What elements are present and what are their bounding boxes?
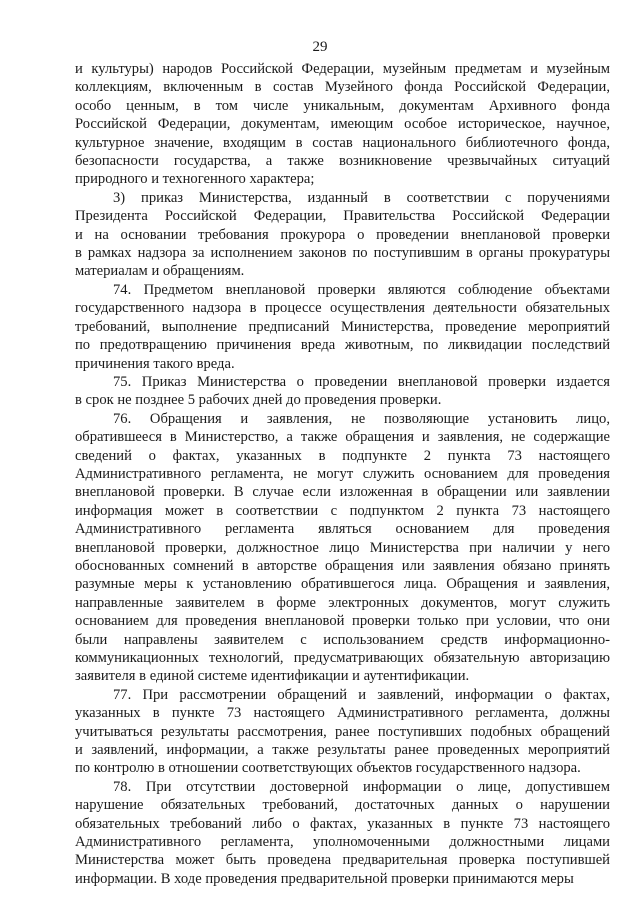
text-line: государственного надзора в процессе осуществления деятельности обязательных	[75, 300, 610, 317]
document-body	[75, 60, 610, 888]
text-line: природного и техногенного характера;	[75, 171, 315, 188]
text-line: требований, выполнение предписаний Министерства, проведение мероприятий	[75, 318, 610, 335]
text-line: внеплановой проверки. В случае если изложенная в обращении или заявлении	[75, 484, 610, 501]
paragraph	[75, 410, 610, 686]
text-line: в срок не позднее 5 рабочих дней до проведения проверки.	[75, 392, 442, 409]
paragraph	[75, 778, 610, 888]
text-line: материалам и обращениям.	[75, 263, 245, 280]
text-line: коммуникационных технологий, предусматривающих обязательную авторизацию	[75, 650, 610, 666]
paragraph	[75, 189, 610, 281]
text-line: в рамках надзора за исполнением законов по поступившим в органы прокуратуры	[75, 245, 610, 262]
text-line: 3) приказ Министерства, изданный в соответствии с поручениями	[113, 189, 610, 206]
text-line: 74. Предметом внеплановой проверки являются соблюдение объектами	[113, 281, 610, 298]
text-line: Административного регламента являться основанием для проведения	[75, 521, 610, 538]
text-line: были направлены заявителем с использованием средств информационно-	[75, 631, 610, 648]
text-line: причинения такого вреда.	[75, 355, 235, 372]
text-line: заявителя в единой системе идентификации и аутентификации.	[75, 668, 470, 685]
paragraph	[75, 60, 610, 189]
text-line: направленные заявителем в форме электронных документов, могут служить	[75, 594, 610, 611]
text-line: Российской Федерации, документам, имеющим особое историческое, научное,	[75, 116, 610, 133]
text-line: информация может в соответствии с подпунктом 2 пункта 73 настоящего	[75, 502, 610, 519]
text-line: 77. При рассмотрении обращений и заявлений, информации о фактах,	[113, 686, 610, 703]
text-line: нарушение обязательных требований, достаточных данных о нарушении	[75, 797, 610, 814]
text-line: обязательных требований либо о фактах, указанных в пункте 73 настоящего	[75, 815, 610, 832]
text-line: указанных в пункте 73 настоящего Административного регламента, должны	[75, 705, 610, 722]
text-line: по контролю в отношении соответствующих объектов государственного надзора.	[75, 760, 581, 777]
text-line: внеплановой проверки, должностное лицо Министерства при наличии у него	[75, 539, 610, 556]
text-line: 78. При отсутствии достоверной информации о лице, допустившем	[113, 778, 610, 795]
text-line: 75. Приказ Министерства о проведении внеплановой проверки издается	[113, 373, 610, 390]
text-line: разумные меры к установлению обратившегося лица. Обращения и заявления,	[75, 576, 610, 593]
text-line: и культуры) народов Российской Федерации, музейным предметам и музейным	[75, 61, 610, 77]
text-line: информации. В ходе проведения предварительной проверки принимаются меры	[75, 870, 574, 887]
text-line: культурное значение, входящим в состав национального библиотечного фонда,	[75, 134, 610, 151]
text-line: и заявлений, информации, а также результаты ранее проведенных мероприятий	[75, 742, 610, 759]
text-line: коллекциям, включенным в состав Музейного фонда Российской Федерации,	[75, 79, 610, 96]
paragraph	[75, 686, 610, 778]
text-line: по предотвращению причинения вреда животным, по ликвидации последствий	[75, 337, 610, 354]
paragraph	[75, 373, 610, 410]
page-number: 29	[312, 39, 328, 55]
text-line: Административного регламента, уполномоченными должностными лицами	[75, 834, 610, 851]
text-line: основанием для проведения внеплановой проверки только при условии, что они	[75, 613, 610, 630]
paragraph	[75, 281, 610, 373]
text-line: безопасности государства, а также возникновение чрезвычайных ситуаций	[75, 153, 610, 170]
text-line: Административного регламента, не могут служить основанием для проведения	[75, 465, 610, 482]
text-line: сведений о фактах, указанных в подпункте 2 пункта 73 настоящего	[75, 447, 610, 464]
text-line: обоснованных сомнений в авторстве обращения или заявления обязано принять	[75, 557, 610, 574]
text-line: особо ценным, в том числе уникальным, документам Архивного фонда	[75, 97, 610, 114]
text-line: учитываться результаты рассмотрения, ранее поступивших подобных обращений	[75, 723, 610, 740]
text-line: Министерства может быть проведена предварительная проверка поступившей	[75, 852, 610, 869]
text-line: Президента Российской Федерации, Правительства Российской Федерации	[75, 208, 610, 225]
text-line: и на основании требования прокурора о проведении внеплановой проверки	[75, 226, 610, 243]
text-line: обратившееся в Министерство, а также обращения и заявления, не содержащие	[75, 429, 610, 446]
text-line: 76. Обращения и заявления, не позволяющие установить лицо,	[113, 410, 610, 427]
